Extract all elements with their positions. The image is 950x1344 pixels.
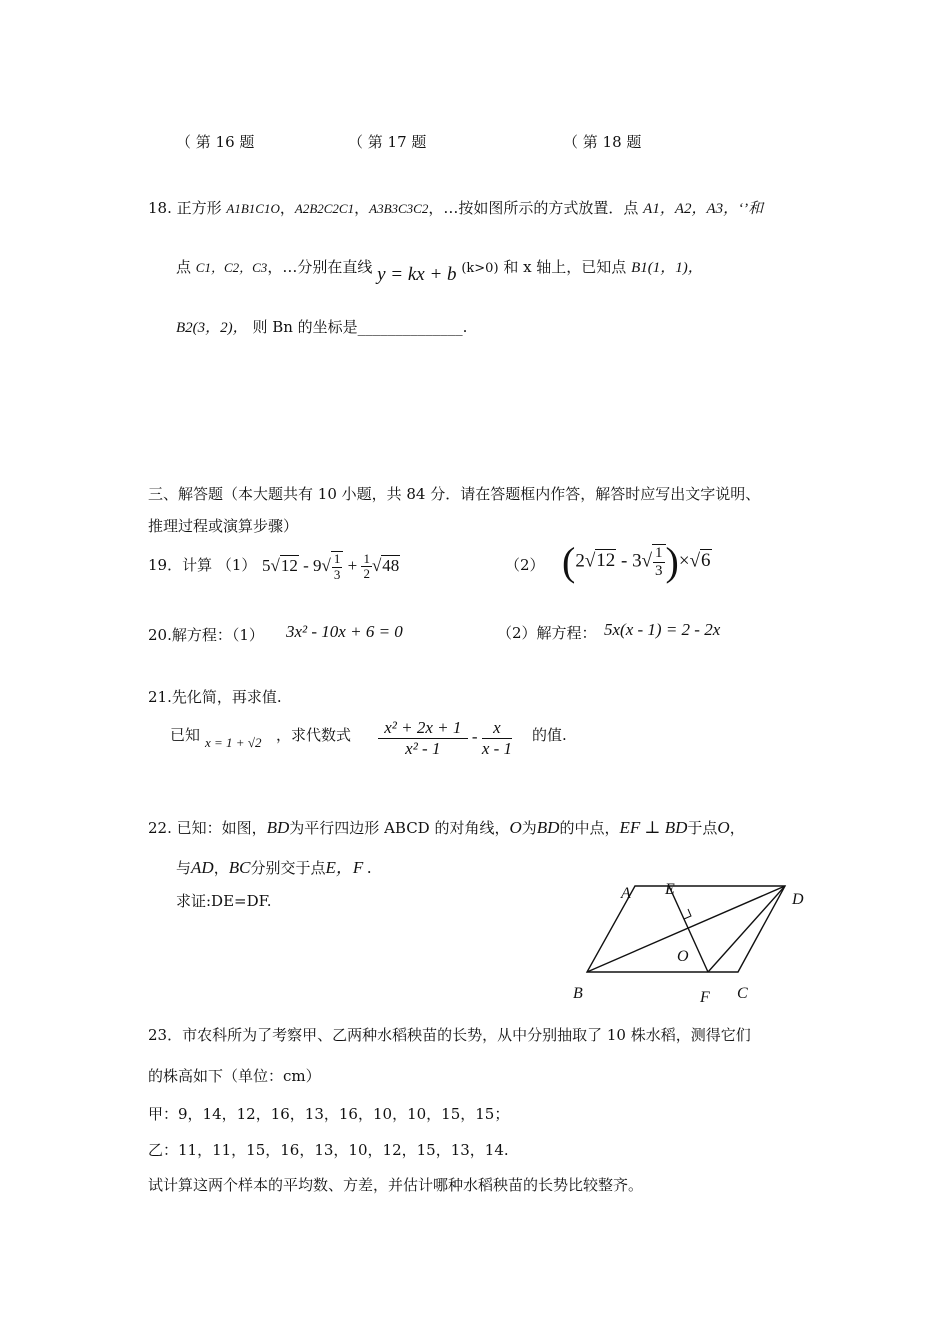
right-angle-mark bbox=[684, 909, 691, 919]
q21-mid: ，求代数式 bbox=[276, 726, 352, 744]
q18-line1: 18. 正方形 A1B1C1O，A2B2C2C1，A3B3C3C2，…按如图所示的方式放置．点 A1，A2，A3，‘’和 bbox=[148, 199, 764, 217]
q18-line3: B2(3，2)， 则 Bn 的坐标是______________. bbox=[176, 318, 468, 336]
q22-prove: 求证:DE=DF. bbox=[176, 892, 272, 910]
segment-df bbox=[708, 886, 785, 972]
q23-task: 试计算这两个样本的平均数、方差，并估计哪种水稻秧苗的长势比较整齐。 bbox=[148, 1176, 644, 1194]
parallelogram-figure bbox=[560, 876, 820, 1012]
label-b: B bbox=[573, 985, 583, 1002]
q21-known: 已知 bbox=[170, 726, 201, 744]
caption-q18: （ 第 18 题 bbox=[563, 133, 642, 151]
q23-jia: 甲：9，14，12，16，13，16，10，10，15，15； bbox=[148, 1105, 510, 1123]
q20-eq1: 3x² - 10x + 6 = 0 bbox=[286, 622, 403, 641]
q18-line2: 点 C1，C2，C3，…分别在直线 y = kx + b (k>0) 和 x 轴上，已知点 B1(1，1)， bbox=[176, 258, 703, 285]
label-f: F bbox=[700, 989, 710, 1006]
caption-q17: （ 第 17 题 bbox=[348, 133, 427, 151]
q22-line1: 22. 已知：如图，BD为平行四边形 ABCD 的对角线，O为BD的中点，EF ⊥ BD于点O， bbox=[148, 818, 745, 837]
q19-expr1: 5√12 - 9√ $\frac{1}{3}$ + $\frac{1}{2}$ √48 bbox=[262, 550, 400, 582]
q21-tail: 的值. bbox=[532, 726, 567, 744]
label-o: O bbox=[677, 948, 689, 965]
q21-xval: x = 1 + √2 bbox=[205, 735, 262, 750]
q23-line2: 的株高如下（单位：cm） bbox=[148, 1067, 321, 1085]
q21-expression: $\frac{\text{x² + 2x + 1}}{\text{x² - 1}}$ - $\frac{x}{x - 1}$ bbox=[380, 718, 513, 758]
label-a: A bbox=[621, 885, 631, 902]
q23-yi: 乙：11，11，15，16，13，10，12，15，13，14. bbox=[148, 1141, 509, 1159]
q21-title: 21.先化简，再求值. bbox=[148, 688, 282, 706]
q20-label: 20.解方程：（1） bbox=[148, 626, 264, 644]
q20-eq2: 5x(x - 1) = 2 - 2x bbox=[604, 620, 721, 639]
label-c: C bbox=[737, 985, 748, 1002]
q19-label2: （2） bbox=[505, 556, 545, 574]
section3-line1: 三、解答题（本大题共有 10 小题，共 84 分．请在答题框内作答，解答时应写出文字说明、 bbox=[148, 485, 761, 503]
section3-line2: 推理过程或演算步骤） bbox=[148, 517, 299, 535]
q19-label: 19．计算 （1） bbox=[148, 556, 257, 574]
label-e: E bbox=[665, 881, 675, 898]
caption-q16: （ 第 16 题 bbox=[176, 133, 255, 151]
line-formula: y = kx + b bbox=[377, 264, 457, 285]
q19-expr2: (2√12 - 3√ $\frac{1}{3}$ )×√6 bbox=[562, 539, 711, 584]
q23-line1: 23．市农科所为了考察甲、乙两种水稻秧苗的长势，从中分别抽取了 10 株水稻，测得它们 bbox=[148, 1026, 751, 1044]
q20-label2: （2）解方程： bbox=[497, 624, 597, 642]
q22-line2: 与AD，BC分别交于点E，F . bbox=[176, 858, 372, 877]
label-d: D bbox=[792, 891, 804, 908]
